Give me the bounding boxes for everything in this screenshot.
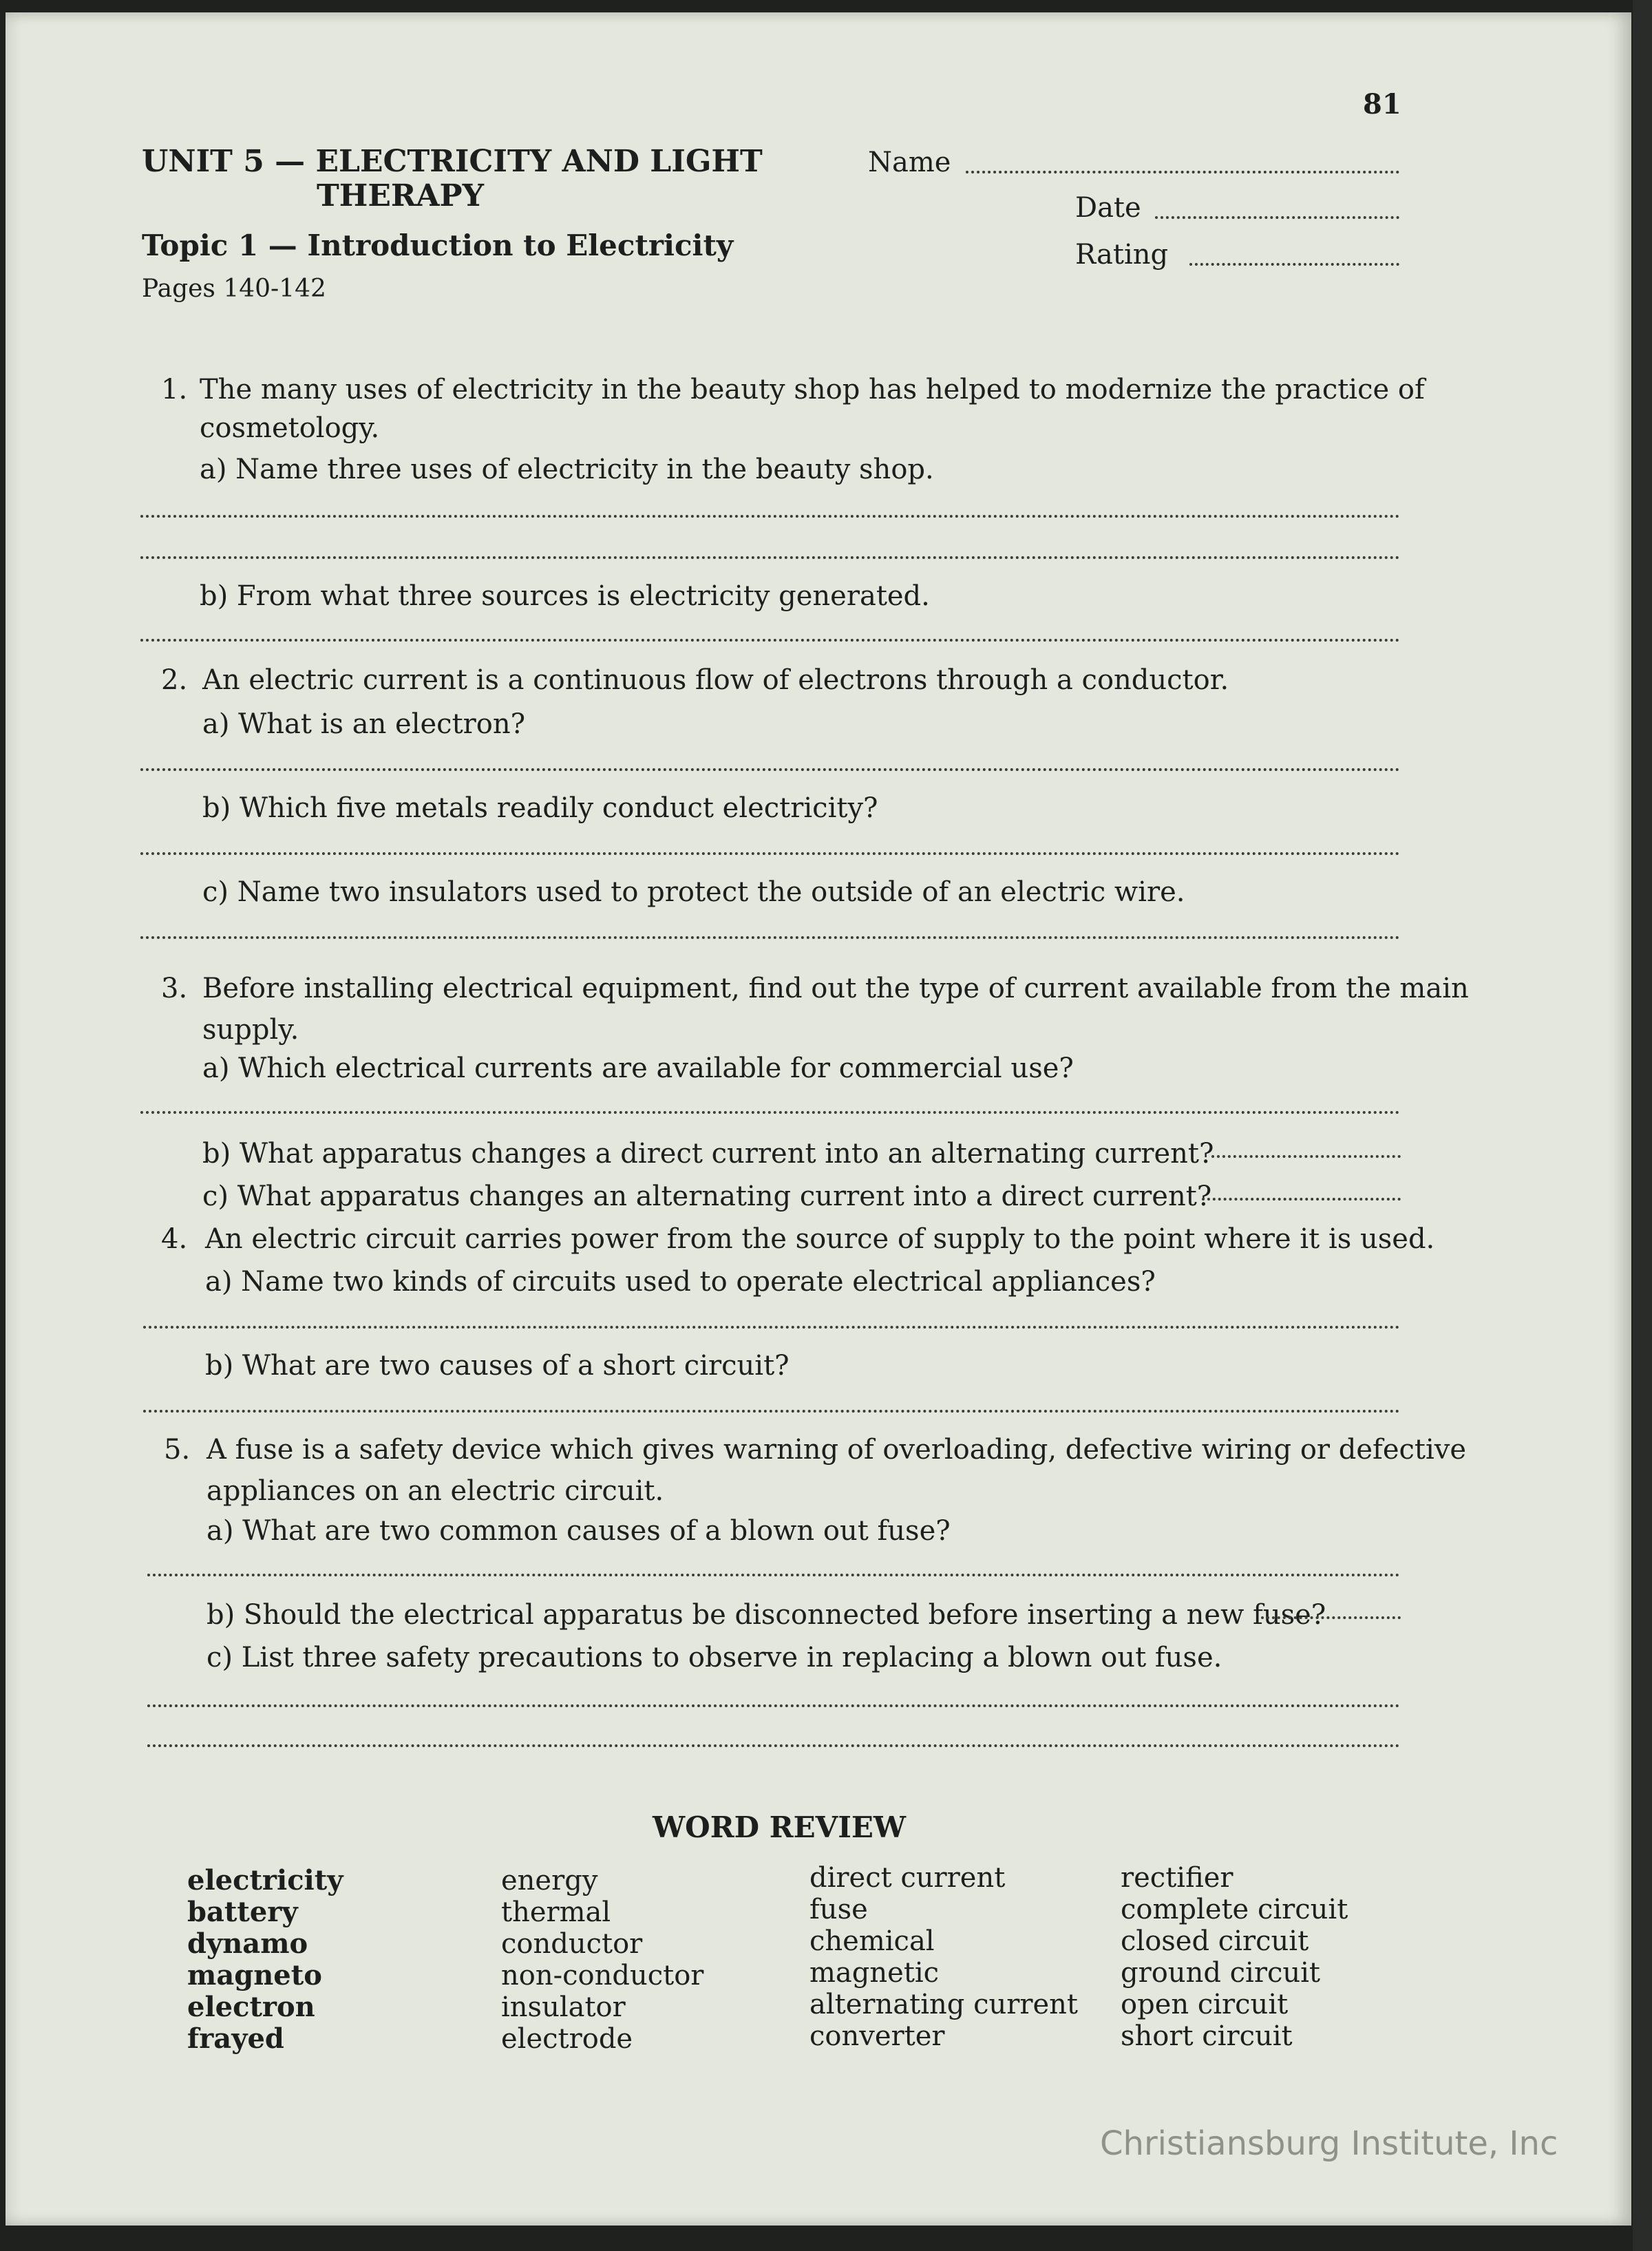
word-review-term: conductor [501,1928,643,1960]
name-label: Name [868,147,951,178]
word-review-term: chemical [809,1925,935,1957]
q2b-text: b) Which five metals readily conduct electricity? [202,792,878,824]
date-label: Date [1075,192,1141,224]
q3a-answer-line[interactable] [140,1111,1400,1114]
q3b-answer-line[interactable] [1211,1155,1401,1158]
q5-text: A fuse is a safety device which gives warning of overloading, defective wiring or defective [206,1434,1467,1466]
q2-text: An electric current is a continuous flow of electrons through a conductor. [202,664,1229,696]
pages-ref: Pages 140-142 [142,275,326,303]
unit-title-line2: THERAPY [317,178,485,213]
q3-text: Before installing electrical equipment, find out the type of current available from the main [202,973,1469,1004]
q3-number: 3. [161,973,188,1004]
q3c-text: c) What apparatus changes an alternating current into a direct current? [202,1181,1212,1212]
q4-text: An electric circuit carries power from the source of supply to the point where it is used. [205,1223,1435,1255]
q3a-text: a) Which electrical currents are available for commercial use? [202,1053,1074,1084]
q2a-text: a) What is an electron? [202,708,526,740]
q4a-answer-line[interactable] [143,1326,1400,1329]
word-review-term: direct current [809,1862,1006,1894]
word-review-term: electron [187,1991,315,2023]
q1b-answer-line[interactable] [140,639,1400,642]
q5c-text: c) List three safety precautions to observe in replacing a blown out fuse. [206,1642,1222,1673]
page-number: 81 [1363,88,1401,120]
q1a-answer-line-2[interactable] [140,556,1400,559]
date-field[interactable] [1155,216,1399,219]
q1b-text: b) From what three sources is electricity generated. [200,580,930,612]
q5c-answer-line-1[interactable] [147,1704,1400,1707]
q1a-text: a) Name three uses of electricity in the beauty shop. [200,454,934,485]
word-review-term: open circuit [1121,1989,1289,2020]
word-review-title: WORD REVIEW [653,1810,907,1844]
word-review-term: energy [501,1865,598,1896]
word-review-term: short circuit [1121,2020,1293,2052]
q2-number: 2. [161,664,188,696]
word-review-term: frayed [187,2022,284,2055]
word-review-term: non-conductor [501,1960,704,1991]
q1-text-cont: cosmetology. [200,412,380,444]
q4a-text: a) Name two kinds of circuits used to operate electrical appliances? [205,1266,1156,1298]
worksheet-page [6,12,1631,2226]
word-review-term: magneto [187,1959,322,1991]
q2c-text: c) Name two insulators used to protect the outside of an electric wire. [202,876,1185,908]
q2a-answer-line[interactable] [140,768,1400,771]
word-review-term: complete circuit [1121,1894,1348,1925]
word-review-term: converter [809,2020,945,2052]
rating-field[interactable] [1189,263,1399,266]
word-review-term: ground circuit [1121,1957,1320,1989]
rating-label: Rating [1075,239,1169,271]
q3-text-cont: supply. [202,1014,299,1046]
word-review-term: thermal [501,1896,611,1928]
word-review-term: fuse [809,1894,868,1925]
q1-text: The many uses of electricity in the beauty shop has helped to modernize the practice of [200,374,1425,405]
word-review-term: magnetic [809,1957,940,1989]
word-review-term: electricity [187,1864,343,1896]
q1-number: 1. [161,374,188,405]
q4b-answer-line[interactable] [143,1410,1400,1413]
word-review-term: electrode [501,2023,633,2055]
name-field[interactable] [966,171,1399,173]
q5b-answer-line[interactable] [1261,1616,1401,1619]
word-review-term: dynamo [187,1927,308,1960]
scan-frame [1633,0,1652,2251]
q5b-text: b) Should the electrical apparatus be disconnected before inserting a new fuse? [206,1599,1326,1631]
word-review-term: battery [187,1896,298,1928]
q5a-answer-line[interactable] [147,1574,1400,1576]
q4b-text: b) What are two causes of a short circuit? [205,1350,790,1382]
q5c-answer-line-2[interactable] [147,1744,1400,1747]
q3c-answer-line[interactable] [1202,1198,1401,1201]
q2c-answer-line[interactable] [140,936,1400,939]
watermark: Christiansburg Institute, Inc [1100,2124,1558,2163]
q4-number: 4. [161,1223,188,1255]
word-review-term: alternating current [809,1989,1078,2020]
word-review-term: closed circuit [1121,1925,1309,1957]
q5a-text: a) What are two common causes of a blown out fuse? [206,1515,951,1547]
unit-title-line1: UNIT 5 — ELECTRICITY AND LIGHT [142,144,763,179]
word-review-term: rectifier [1121,1862,1233,1894]
q2b-answer-line[interactable] [140,852,1400,855]
q5-text-cont: appliances on an electric circuit. [206,1475,664,1507]
q5-number: 5. [164,1434,191,1466]
q1a-answer-line-1[interactable] [140,515,1400,518]
q3b-text: b) What apparatus changes a direct current into an alternating current? [202,1138,1214,1170]
topic-title: Topic 1 — Introduction to Electricity [142,229,734,262]
word-review-term: insulator [501,1991,626,2023]
